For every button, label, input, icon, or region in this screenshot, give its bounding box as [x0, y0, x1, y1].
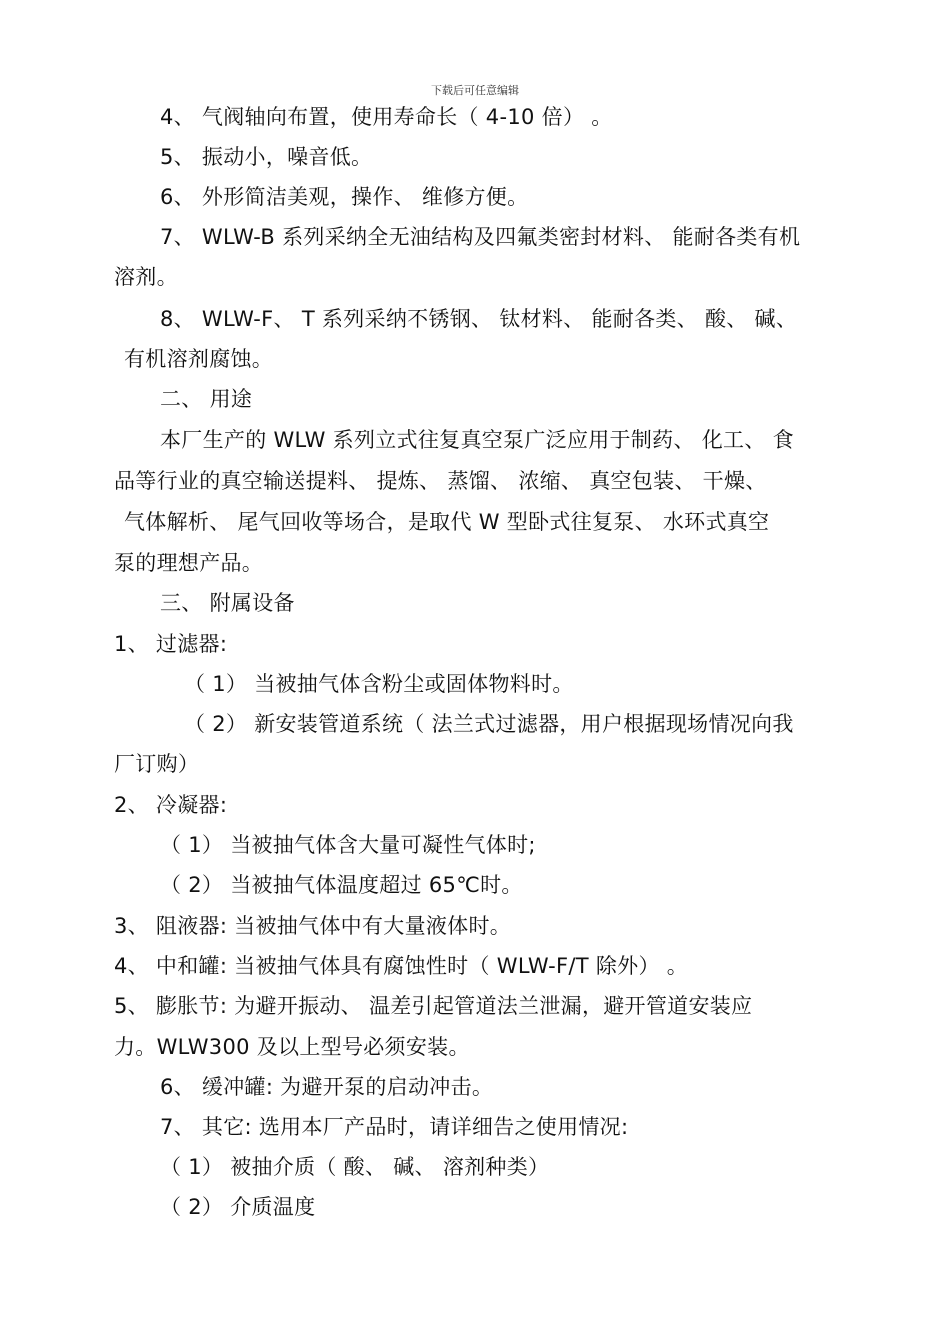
text-line: 有机溶剂腐蚀。	[124, 347, 274, 371]
text-line: 7、 WLW-B 系列采纳全无油结构及四氟类密封材料、 能耐各类有机	[160, 225, 801, 249]
section-heading: 二、 用途	[160, 387, 253, 411]
text-line: （ 2） 当被抽气体温度超过 65℃时。	[160, 873, 523, 897]
text-line: 3、 阻液器: 当被抽气体中有大量液体时。	[114, 914, 512, 938]
section-heading: 三、 附属设备	[160, 591, 295, 615]
text-line: （ 1） 当被抽气体含粉尘或固体物料时。	[184, 672, 574, 696]
text-line: 5、 膨胀节: 为避开振动、 温差引起管道法兰泄漏，避开管道安装应	[114, 994, 753, 1018]
text-line: 2、 冷凝器:	[114, 793, 228, 817]
text-line: 5、 振动小，噪音低。	[160, 145, 373, 169]
text-line: 8、 WLW-F、 T 系列采纳不锈钢、 钛材料、 能耐各类、 酸、 碱、	[160, 307, 798, 331]
text-line: 气体解析、 尾气回收等场合，是取代 W 型卧式往复泵、 水环式真空	[124, 510, 770, 534]
text-line: 4、 气阀轴向布置，使用寿命长（ 4-10 倍） 。	[160, 105, 613, 129]
text-line: 6、 缓冲罐: 为避开泵的启动冲击。	[160, 1075, 494, 1099]
text-line: （ 1） 被抽介质（ 酸、 碱、 溶剂种类）	[160, 1155, 550, 1179]
text-line: （ 2） 新安装管道系统（ 法兰式过滤器，用户根据现场情况向我	[184, 712, 794, 736]
text-line: 6、 外形简洁美观，操作、 维修方便。	[160, 185, 529, 209]
text-line: 7、 其它: 选用本厂产品时，请详细告之使用情况:	[160, 1115, 629, 1139]
text-line: 厂订购）	[114, 752, 200, 776]
text-line: 力。WLW300 及以上型号必须安装。	[114, 1035, 470, 1059]
text-line: 4、 中和罐: 当被抽气体具有腐蚀性时（ WLW-F/T 除外） 。	[114, 954, 689, 978]
text-line: 溶剂。	[114, 265, 178, 289]
text-line: （ 1） 当被抽气体含大量可凝性气体时;	[160, 833, 536, 857]
text-line: 本厂生产的 WLW 系列立式往复真空泵广泛应用于制药、 化工、 食	[160, 428, 794, 452]
text-line: （ 2） 介质温度	[160, 1195, 316, 1219]
text-line: 1、 过滤器:	[114, 632, 228, 656]
text-line: 品等行业的真空输送提料、 提炼、 蒸馏、 浓缩、 真空包装、 干燥、	[114, 469, 767, 493]
page-header: 下载后可任意编辑	[431, 84, 519, 97]
text-line: 泵的理想产品。	[114, 551, 264, 575]
